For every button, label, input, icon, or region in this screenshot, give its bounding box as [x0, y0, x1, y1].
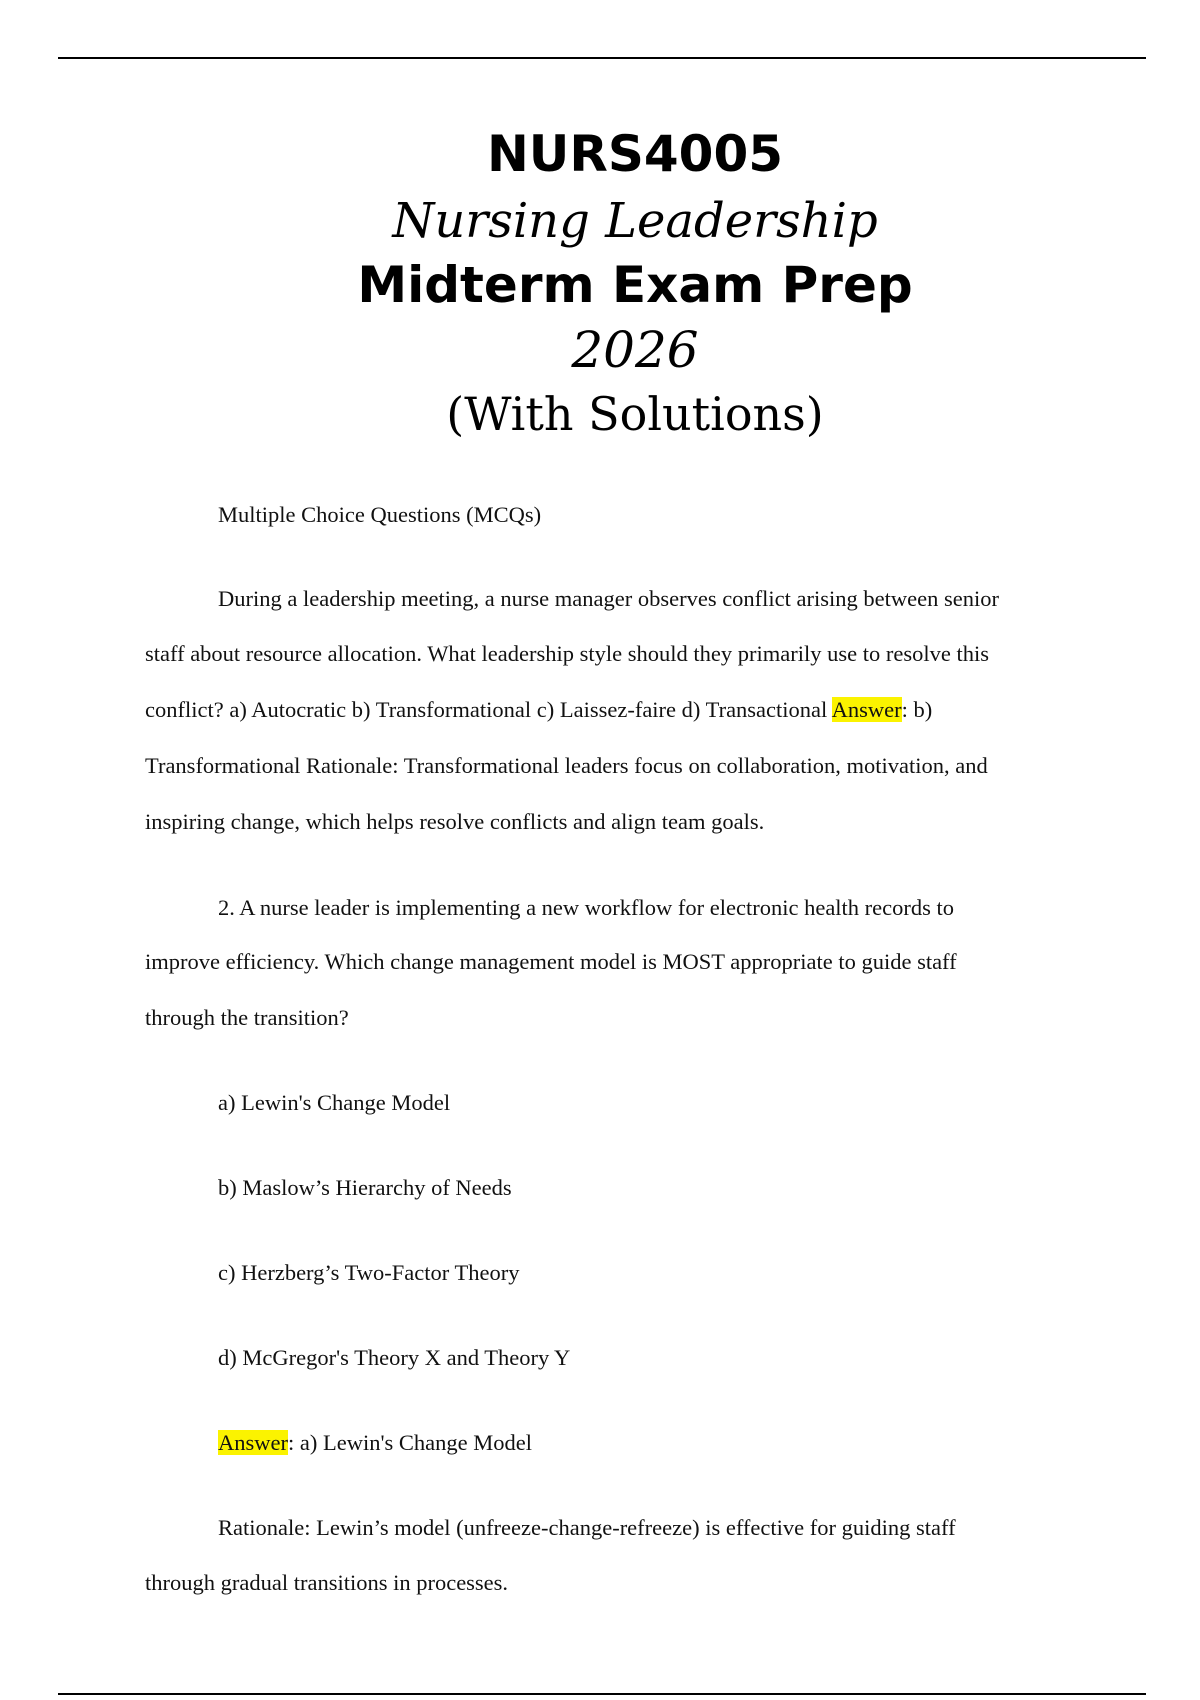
question2-option-d: d) McGregor's Theory X and Theory Y	[218, 1345, 571, 1370]
question1-options-text: conflict? a) Autocratic b) Transformational c) Laissez-faire d) Transactional	[145, 697, 832, 722]
section-heading: Multiple Choice Questions (MCQs)	[218, 502, 542, 527]
question1-answer-highlight: Answer	[831, 697, 902, 722]
document-title: Midterm Exam Prep	[357, 256, 913, 314]
question2-answer-highlight: Answer	[218, 1430, 288, 1455]
bottom-rule	[58, 1693, 1146, 1695]
course-subject: Nursing Leadership	[392, 193, 878, 249]
question2-line-2: improve efficiency. Which change management model is MOST appropriate to guide staff	[145, 949, 957, 974]
document-body	[145, 0, 1065, 1700]
question1-line-4: Transformational Rationale: Transformational leaders focus on collaboration, motivation, and	[145, 753, 988, 778]
question2-line-1: 2. A nurse leader is implementing a new workflow for electronic health records to	[218, 895, 955, 920]
question2-option-c: c) Herzberg’s Two-Factor Theory	[218, 1260, 520, 1285]
question2-rationale-line-1: Rationale: Lewin’s model (unfreeze-change-refreeze) is effective for guiding staff	[218, 1515, 956, 1540]
question1-line-3	[145, 697, 932, 723]
question1-line-5: inspiring change, which helps resolve conflicts and align team goals.	[145, 809, 765, 834]
question2-option-b: b) Maslow’s Hierarchy of Needs	[218, 1175, 512, 1200]
question2-rationale-line-2: through gradual transitions in processes.	[145, 1570, 509, 1595]
document-note: (With Solutions)	[446, 387, 824, 441]
question2-answer-suffix: : a) Lewin's Change Model	[287, 1430, 532, 1455]
question2-option-a: a) Lewin's Change Model	[218, 1090, 451, 1115]
question2-line-3: through the transition?	[145, 1005, 349, 1030]
course-code: NURS4005	[486, 125, 784, 183]
question2-answer	[218, 1430, 532, 1456]
question1-line-1: During a leadership meeting, a nurse manager observes conflict arising between senior	[218, 586, 999, 611]
document-year: 2026	[571, 321, 699, 379]
question1-line-2: staff about resource allocation. What leadership style should they primarily use to resolve this	[145, 641, 989, 666]
question1-answer-suffix: : b)	[901, 697, 933, 722]
